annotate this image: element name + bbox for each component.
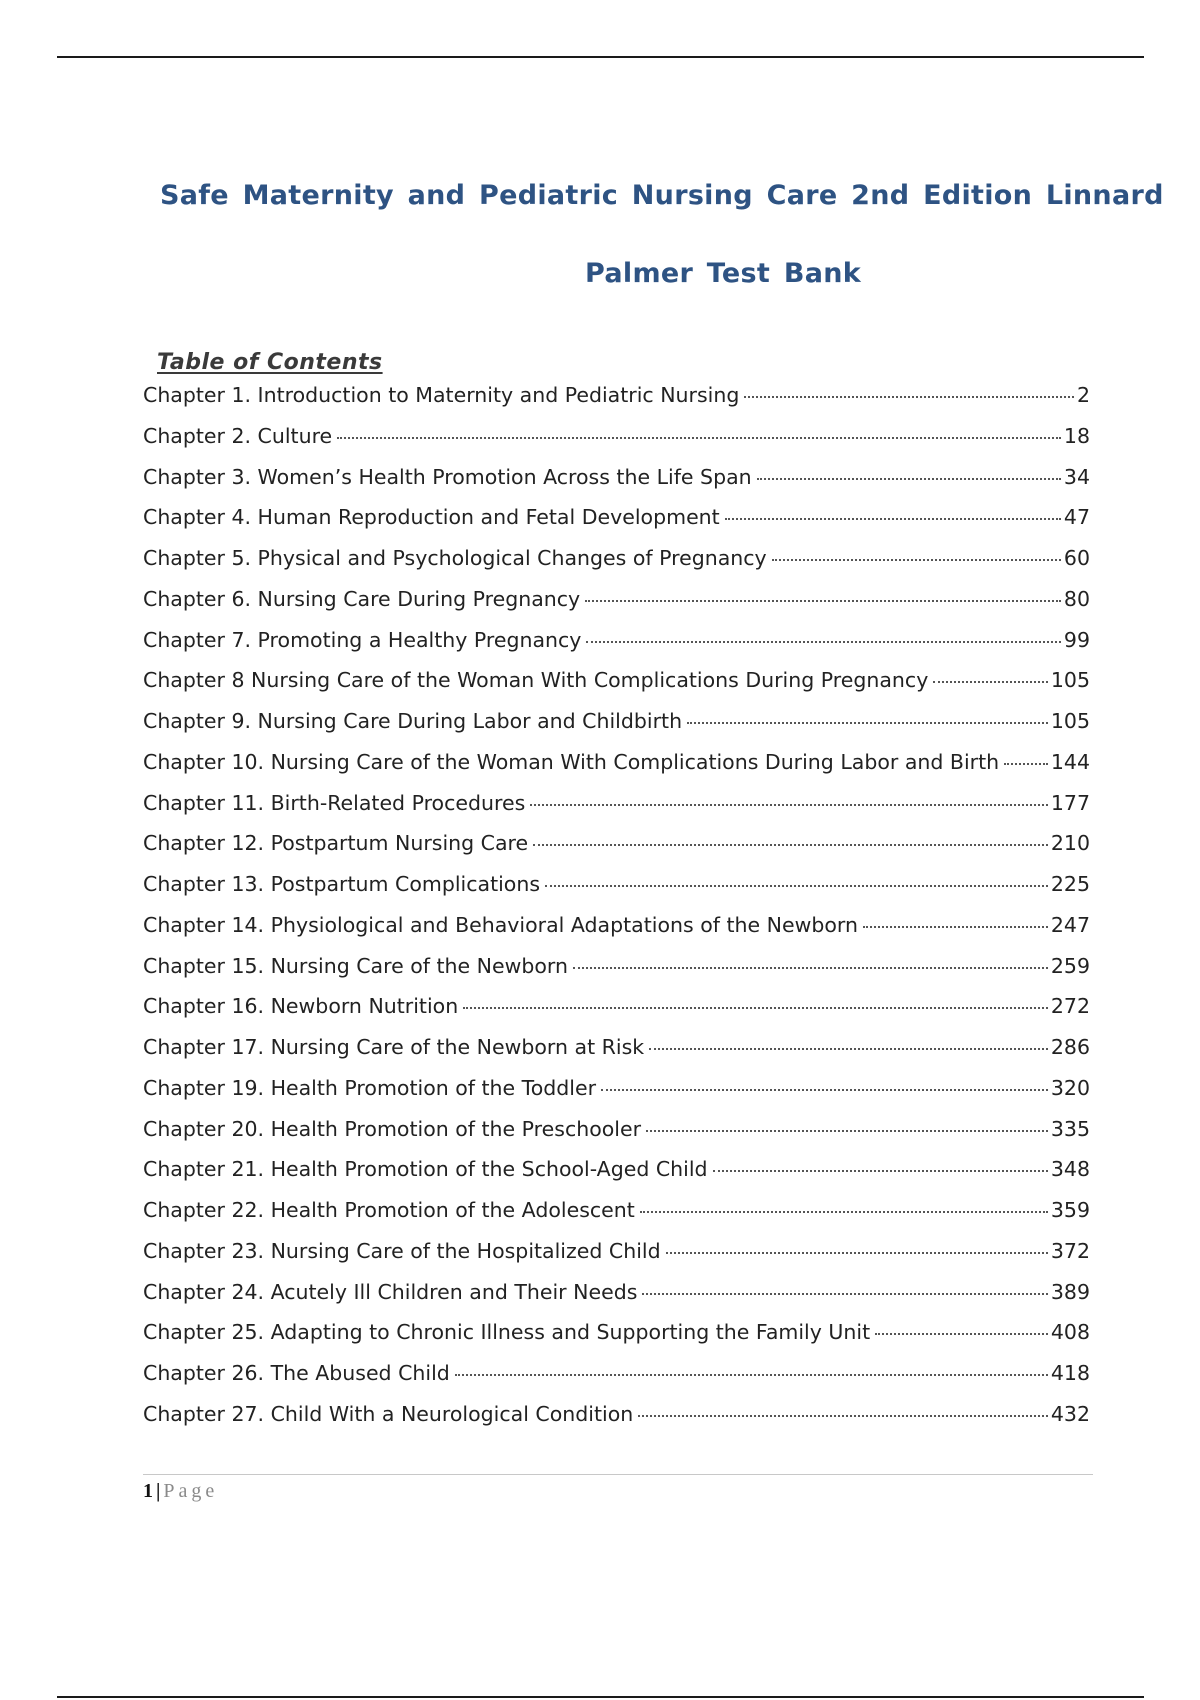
toc-entry[interactable]	[143, 1117, 1090, 1158]
toc-entry[interactable]	[143, 1035, 1090, 1076]
toc-entry-title: Chapter 7. Promoting a Healthy Pregnancy	[143, 627, 582, 652]
toc-entry-page-number: 105	[1050, 668, 1090, 693]
footer-bottom-rule	[57, 1696, 1144, 1698]
toc-entry[interactable]	[143, 587, 1090, 628]
toc-entry-title: Chapter 3. Women’s Health Promotion Across the Life Span	[143, 464, 752, 489]
toc-entry[interactable]	[143, 1239, 1090, 1280]
toc-entry[interactable]	[143, 913, 1090, 954]
toc-entry-page-number: 99	[1063, 627, 1090, 652]
document-title-line-1: Safe Maternity and Pediatric Nursing Care 2nd Edition Linnard	[160, 180, 1164, 211]
toc-dot-leader	[713, 1170, 1048, 1172]
toc-entry[interactable]	[143, 750, 1090, 791]
toc-entry[interactable]	[143, 668, 1090, 709]
toc-entry[interactable]	[143, 872, 1090, 913]
toc-entry[interactable]	[143, 831, 1090, 872]
toc-dot-leader	[772, 559, 1061, 561]
toc-entry[interactable]	[143, 1280, 1090, 1321]
toc-dot-leader	[337, 437, 1061, 439]
toc-entry-title: Chapter 5. Physical and Psychological Changes of Pregnancy	[143, 546, 767, 570]
toc-entry-page-number: 432	[1050, 1401, 1090, 1426]
toc-entry-page-number: 60	[1063, 546, 1090, 570]
toc-entry[interactable]	[143, 1361, 1090, 1402]
toc-entry-page-number: 348	[1050, 1157, 1090, 1182]
toc-dot-leader	[725, 518, 1061, 520]
toc-dot-leader	[533, 844, 1048, 846]
toc-dot-leader	[757, 478, 1061, 480]
page-footer	[143, 1480, 218, 1503]
footer-page-number: 1	[143, 1480, 153, 1502]
toc-entry-title: Chapter 26. The Abused Child	[143, 1361, 450, 1385]
toc-entry-page-number: 2	[1076, 383, 1090, 407]
footer-page-label: Page	[163, 1480, 219, 1502]
toc-dot-leader	[463, 1007, 1048, 1009]
toc-dot-leader	[585, 600, 1061, 602]
toc-entry-page-number: 80	[1063, 586, 1090, 611]
toc-entry-title: Chapter 9. Nursing Care During Labor and Childbirth	[143, 709, 683, 733]
toc-entry-page-number: 177	[1050, 790, 1090, 815]
toc-entry-title: Chapter 16. Newborn Nutrition	[143, 994, 459, 1019]
toc-entry[interactable]	[143, 1402, 1090, 1443]
toc-dot-leader	[649, 1048, 1048, 1050]
toc-entry[interactable]	[143, 383, 1090, 424]
toc-entry-title: Chapter 8 Nursing Care of the Woman With Complications During Pregnancy	[143, 668, 929, 693]
toc-entry[interactable]	[143, 424, 1090, 465]
toc-entry-page-number: 389	[1050, 1279, 1090, 1304]
toc-entry-page-number: 144	[1050, 749, 1090, 774]
toc-dot-leader	[875, 1333, 1048, 1335]
toc-entry-page-number: 105	[1050, 709, 1090, 733]
toc-entry[interactable]	[143, 546, 1090, 587]
toc-entry-title: Chapter 6. Nursing Care During Pregnancy	[143, 586, 581, 611]
toc-dot-leader	[687, 722, 1048, 724]
toc-entry-page-number: 47	[1063, 505, 1090, 530]
toc-entry-title: Chapter 15. Nursing Care of the Newborn	[143, 953, 568, 978]
toc-entry-title: Chapter 17. Nursing Care of the Newborn at Risk	[143, 1035, 645, 1059]
toc-entry-page-number: 372	[1050, 1238, 1090, 1263]
toc-entry-page-number: 259	[1050, 953, 1090, 978]
toc-entry-title: Chapter 27. Child With a Neurological Condition	[143, 1401, 634, 1426]
toc-entry-title: Chapter 13. Postpartum Complications	[143, 872, 541, 896]
toc-dot-leader	[638, 1415, 1048, 1417]
toc-entry-page-number: 247	[1050, 912, 1090, 937]
toc-entry-page-number: 418	[1050, 1361, 1090, 1385]
footer-separator: |	[156, 1480, 161, 1502]
toc-entry[interactable]	[143, 1157, 1090, 1198]
toc-entry-title: Chapter 21. Health Promotion of the School-Aged Child	[143, 1157, 708, 1182]
toc-dot-leader	[573, 967, 1048, 969]
toc-entry-page-number: 408	[1050, 1320, 1090, 1345]
toc-dot-leader	[863, 926, 1048, 928]
toc-entry-title: Chapter 19. Health Promotion of the Toddler	[143, 1075, 597, 1100]
toc-entry-page-number: 34	[1063, 464, 1090, 489]
table-of-contents	[143, 383, 1090, 1443]
toc-entry[interactable]	[143, 791, 1090, 832]
toc-entry[interactable]	[143, 505, 1090, 546]
toc-dot-leader	[530, 804, 1048, 806]
toc-dot-leader	[640, 1211, 1048, 1213]
toc-entry[interactable]	[143, 628, 1090, 669]
toc-entry-page-number: 210	[1050, 831, 1090, 856]
toc-dot-leader	[455, 1374, 1048, 1376]
document-title-line-2: Palmer Test Bank	[585, 258, 861, 289]
toc-entry-title: Chapter 23. Nursing Care of the Hospitalized Child	[143, 1238, 661, 1263]
toc-entry-page-number: 225	[1050, 872, 1090, 896]
toc-dot-leader	[601, 1089, 1048, 1091]
toc-entry-title: Chapter 20. Health Promotion of the Preschooler	[143, 1116, 642, 1141]
toc-entry[interactable]	[143, 709, 1090, 750]
toc-entry-title: Chapter 25. Adapting to Chronic Illness and Supporting the Family Unit	[143, 1320, 871, 1345]
toc-entry[interactable]	[143, 994, 1090, 1035]
toc-dot-leader	[933, 681, 1048, 683]
toc-dot-leader	[666, 1252, 1048, 1254]
toc-entry-page-number: 320	[1050, 1075, 1090, 1100]
toc-entry[interactable]	[143, 465, 1090, 506]
toc-entry-title: Chapter 11. Birth-Related Procedures	[143, 790, 526, 815]
footer-rule	[143, 1474, 1093, 1475]
toc-entry-title: Chapter 14. Physiological and Behavioral Adaptations of the Newborn	[143, 912, 858, 937]
toc-dot-leader	[744, 396, 1074, 398]
toc-entry[interactable]	[143, 1076, 1090, 1117]
toc-heading: Table of Contents	[157, 350, 383, 375]
toc-entry[interactable]	[143, 1320, 1090, 1361]
toc-entry-page-number: 359	[1050, 1198, 1090, 1222]
header-rule	[57, 56, 1144, 58]
toc-entry-title: Chapter 12. Postpartum Nursing Care	[143, 831, 529, 856]
toc-entry-title: Chapter 4. Human Reproduction and Fetal Development	[143, 505, 720, 530]
toc-dot-leader	[646, 1130, 1048, 1132]
toc-dot-leader	[642, 1293, 1047, 1295]
toc-entry-title: Chapter 24. Acutely Ill Children and Their Needs	[143, 1279, 638, 1304]
toc-dot-leader	[586, 641, 1060, 643]
toc-entry-page-number: 272	[1050, 994, 1090, 1019]
toc-entry-title: Chapter 2. Culture	[143, 423, 333, 448]
toc-entry[interactable]	[143, 954, 1090, 995]
toc-entry-title: Chapter 1. Introduction to Maternity and Pediatric Nursing	[143, 383, 740, 407]
toc-dot-leader	[545, 885, 1048, 887]
toc-entry-page-number: 335	[1050, 1116, 1090, 1141]
toc-entry-page-number: 18	[1063, 423, 1090, 448]
toc-dot-leader	[1004, 763, 1048, 765]
toc-entry-title: Chapter 10. Nursing Care of the Woman With Complications During Labor and Birth	[143, 749, 1000, 774]
toc-entry[interactable]	[143, 1198, 1090, 1239]
toc-entry-title: Chapter 22. Health Promotion of the Adolescent	[143, 1198, 635, 1222]
toc-entry-page-number: 286	[1050, 1035, 1090, 1059]
